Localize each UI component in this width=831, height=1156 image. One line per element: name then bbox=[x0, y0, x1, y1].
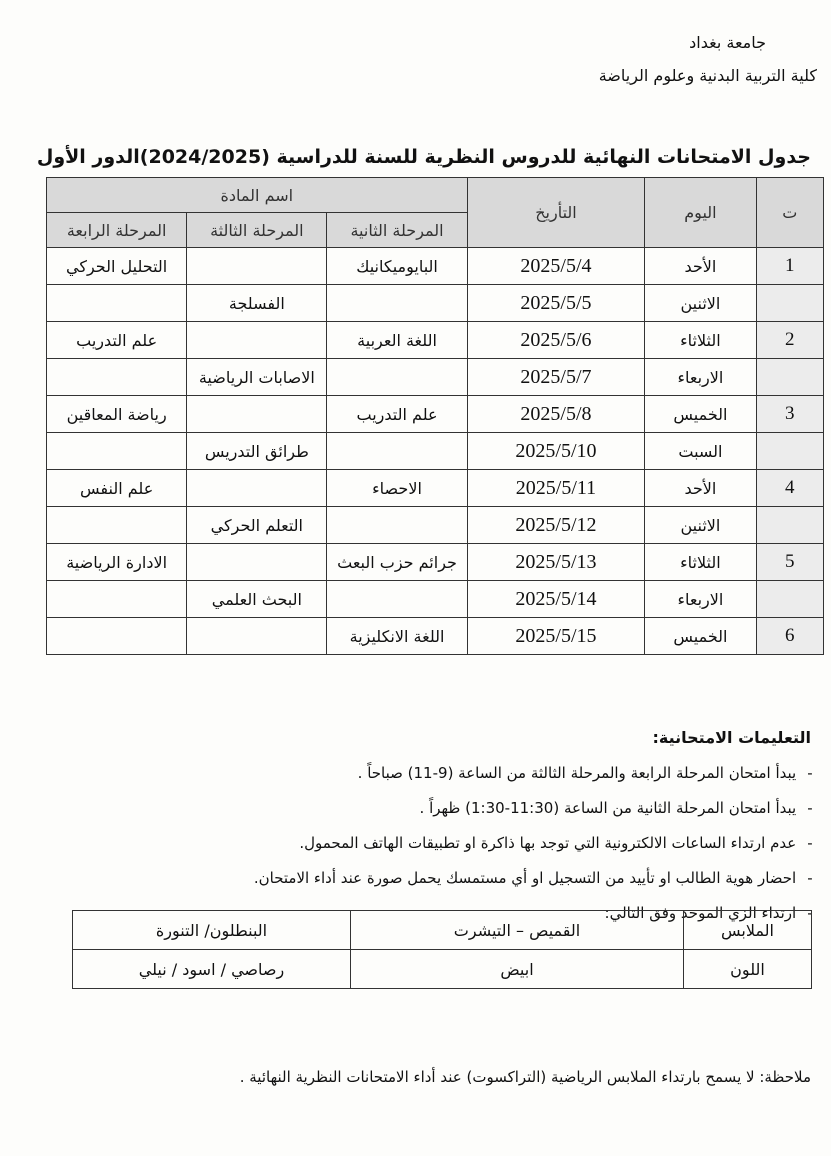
exam-schedule-table bbox=[46, 177, 824, 655]
stage4-cell: الادارة الرياضية bbox=[47, 544, 187, 581]
college-name: كلية التربية البدنية وعلوم الرياضة bbox=[598, 66, 817, 85]
page-title: جدول الامتحانات النهائية للدروس النظرية للسنة للدراسية (2024/2025)الدور الأول bbox=[36, 146, 811, 168]
row-number: 3 bbox=[756, 396, 823, 433]
row-number: 6 bbox=[756, 618, 823, 655]
instruction-item bbox=[19, 830, 819, 865]
table-row bbox=[47, 618, 824, 655]
stage3-cell bbox=[187, 322, 327, 359]
stage3-cell bbox=[187, 248, 327, 285]
stage2-cell: علم التدريب bbox=[327, 396, 467, 433]
instruction-text: احضار هوية الطالب او تأييد من التسجيل او أي مستمسك يحمل صورة عند أداء الامتحان. bbox=[253, 869, 797, 887]
bullet-dash: - bbox=[807, 799, 813, 817]
date-cell: 2025/5/14 bbox=[467, 581, 645, 618]
stage3-cell bbox=[187, 618, 327, 655]
stage4-cell: علم التدريب bbox=[47, 322, 187, 359]
day-cell: الخميس bbox=[645, 396, 756, 433]
date-cell: 2025/5/13 bbox=[467, 544, 645, 581]
instructions-list bbox=[19, 760, 819, 935]
table-row bbox=[47, 470, 824, 507]
stage3-cell: الاصابات الرياضية bbox=[187, 359, 327, 396]
stage4-cell bbox=[47, 433, 187, 470]
date-cell: 2025/5/6 bbox=[467, 322, 645, 359]
day-cell: الاثنين bbox=[645, 285, 756, 322]
day-cell: الاربعاء bbox=[645, 581, 756, 618]
instruction-text: ارتداء الزي الموحد وفق التالي: bbox=[604, 904, 797, 922]
date-cell: 2025/5/4 bbox=[467, 248, 645, 285]
date-cell: 2025/5/11 bbox=[467, 470, 645, 507]
date-cell: 2025/5/10 bbox=[467, 433, 645, 470]
date-cell: 2025/5/8 bbox=[467, 396, 645, 433]
dress-header-trousers: البنطلون/ التنورة bbox=[73, 911, 351, 950]
dress-header-shirt: القميص – التيشرت bbox=[351, 911, 684, 950]
table-row bbox=[47, 544, 824, 581]
col-date: التأريخ bbox=[467, 178, 645, 248]
date-cell: 2025/5/7 bbox=[467, 359, 645, 396]
col-stage3: المرحلة الثالثة bbox=[187, 213, 327, 248]
table-row bbox=[47, 359, 824, 396]
stage4-cell: علم النفس bbox=[47, 470, 187, 507]
stage4-cell bbox=[47, 507, 187, 544]
row-number: 4 bbox=[756, 470, 823, 507]
stage2-cell: اللغة العربية bbox=[327, 322, 467, 359]
table-row bbox=[47, 581, 824, 618]
instruction-item bbox=[19, 795, 819, 830]
stage3-cell: البحث العلمي bbox=[187, 581, 327, 618]
dress-row-trousers: رصاصي / اسود / نيلي bbox=[73, 950, 351, 989]
stage2-cell bbox=[327, 359, 467, 396]
day-cell: الخميس bbox=[645, 618, 756, 655]
date-cell: 2025/5/15 bbox=[467, 618, 645, 655]
day-cell: السبت bbox=[645, 433, 756, 470]
stage4-cell bbox=[47, 618, 187, 655]
table-row bbox=[47, 285, 824, 322]
day-cell: الاربعاء bbox=[645, 359, 756, 396]
row-number bbox=[756, 433, 823, 470]
stage3-cell bbox=[187, 544, 327, 581]
instruction-text: يبدأ امتحان المرحلة الثانية من الساعة (11:30-1:30) ظهراً . bbox=[419, 799, 797, 817]
stage4-cell: التحليل الحركي bbox=[47, 248, 187, 285]
instruction-text: عدم ارتداء الساعات الالكترونية التي توجد بها ذاكرة او تطبيقات الهاتف المحمول. bbox=[299, 834, 797, 852]
stage3-cell: طرائق التدريس bbox=[187, 433, 327, 470]
table-row bbox=[47, 396, 824, 433]
col-stage4: المرحلة الرابعة bbox=[47, 213, 187, 248]
stage4-cell: رياضة المعاقين bbox=[47, 396, 187, 433]
stage2-cell bbox=[327, 581, 467, 618]
row-number: 2 bbox=[756, 322, 823, 359]
table-row bbox=[47, 433, 824, 470]
stage2-cell: البايوميكانيك bbox=[327, 248, 467, 285]
date-cell: 2025/5/5 bbox=[467, 285, 645, 322]
stage2-cell bbox=[327, 433, 467, 470]
university-name: جامعة بغداد bbox=[689, 33, 766, 52]
instruction-item bbox=[19, 760, 819, 795]
day-cell: الأحد bbox=[645, 470, 756, 507]
col-subject: اسم المادة bbox=[47, 178, 468, 213]
stage3-cell: التعلم الحركي bbox=[187, 507, 327, 544]
instruction-item bbox=[19, 865, 819, 900]
table-row bbox=[47, 507, 824, 544]
dress-row-shirt: ابيض bbox=[351, 950, 684, 989]
row-number bbox=[756, 285, 823, 322]
day-cell: الثلاثاء bbox=[645, 544, 756, 581]
bullet-dash: - bbox=[807, 869, 813, 887]
stage4-cell bbox=[47, 581, 187, 618]
table-row bbox=[47, 322, 824, 359]
col-stage2: المرحلة الثانية bbox=[327, 213, 467, 248]
day-cell: الاثنين bbox=[645, 507, 756, 544]
stage2-cell: الاحصاء bbox=[327, 470, 467, 507]
col-day: اليوم bbox=[645, 178, 756, 248]
bullet-dash: - bbox=[807, 904, 813, 922]
instruction-text: يبدأ امتحان المرحلة الرابعة والمرحلة الثالثة من الساعة (9-11) صباحاً . bbox=[357, 764, 797, 782]
stage2-cell: اللغة الانكليزية bbox=[327, 618, 467, 655]
day-cell: الثلاثاء bbox=[645, 322, 756, 359]
dress-code-table bbox=[72, 910, 812, 989]
dress-row-key: اللون bbox=[684, 950, 812, 989]
col-num: ت bbox=[756, 178, 823, 248]
stage2-cell bbox=[327, 507, 467, 544]
date-cell: 2025/5/12 bbox=[467, 507, 645, 544]
stage3-cell bbox=[187, 396, 327, 433]
stage2-cell bbox=[327, 285, 467, 322]
day-cell: الأحد bbox=[645, 248, 756, 285]
note: ملاحظة: لا يسمح بارتداء الملابس الرياضية (التراكسوت) عند أداء الامتحانات النظرية النهائية . bbox=[239, 1068, 811, 1086]
stage2-cell: جرائم حزب البعث bbox=[327, 544, 467, 581]
stage4-cell bbox=[47, 359, 187, 396]
table-row bbox=[47, 248, 824, 285]
stage3-cell bbox=[187, 470, 327, 507]
stage4-cell bbox=[47, 285, 187, 322]
stage3-cell: الفسلجة bbox=[187, 285, 327, 322]
bullet-dash: - bbox=[807, 834, 813, 852]
dress-header-key: الملابس bbox=[684, 911, 812, 950]
row-number: 5 bbox=[756, 544, 823, 581]
instructions-title: التعليمات الامتحانية: bbox=[652, 728, 811, 747]
row-number: 1 bbox=[756, 248, 823, 285]
row-number bbox=[756, 359, 823, 396]
bullet-dash: - bbox=[807, 764, 813, 782]
row-number bbox=[756, 581, 823, 618]
row-number bbox=[756, 507, 823, 544]
